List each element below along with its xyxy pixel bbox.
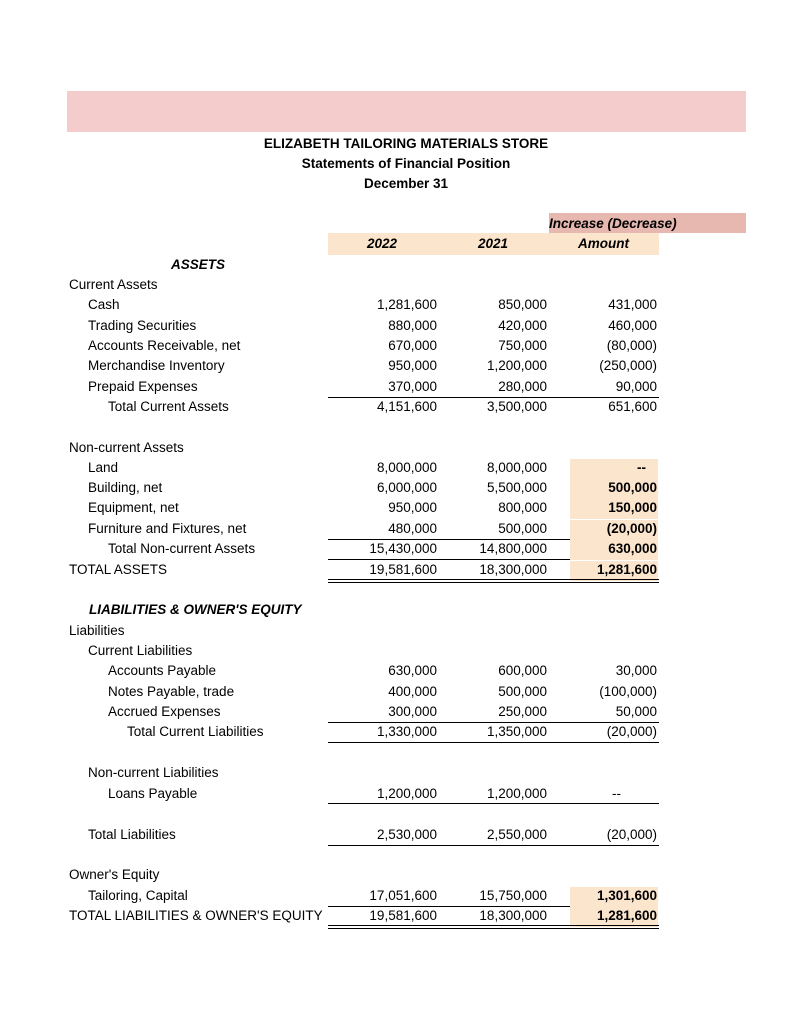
group-owners-equity: Owner's Equity (69, 867, 160, 882)
table-row: Land 8,000,000 8,000,000 -- (0, 459, 768, 479)
column-amount: Amount (578, 236, 629, 251)
group-non-current-assets: Non-current Assets (69, 440, 184, 455)
total-row: Total Liabilities 2,530,000 2,550,000 (20,000) (88, 827, 657, 842)
group-liabilities: Liabilities (69, 623, 125, 638)
subtotal-rule (328, 845, 659, 846)
subtotal-rule (328, 803, 659, 804)
table-row: Prepaid Expenses 370,000 280,000 90,000 (88, 379, 657, 394)
header-band (67, 91, 746, 132)
double-rule (328, 925, 659, 929)
group-current-assets: Current Assets (69, 277, 158, 292)
table-row: Tailoring, Capital 17,051,600 15,750,000 1,301,600 (0, 887, 768, 907)
group-current-liabilities: Current Liabilities (88, 643, 193, 658)
section-heading-assets: ASSETS (171, 257, 226, 272)
table-row: Accounts Receivable, net 670,000 750,000 (80,000) (88, 338, 657, 353)
group-non-current-liabilities: Non-current Liabilities (88, 765, 219, 780)
statement-date: December 31 (363, 176, 449, 191)
table-row: Notes Payable, trade 400,000 500,000 (100,000) (108, 684, 657, 699)
total-row: Total Non-current Assets 15,430,000 14,800,000 630,000 (0, 540, 768, 560)
section-heading-liabilities-equity: LIABILITIES & OWNER'S EQUITY (89, 602, 302, 617)
subtotal-rule (328, 559, 570, 560)
double-rule (328, 579, 659, 583)
increase-header: Increase (Decrease) (549, 216, 677, 231)
grand-total-row: TOTAL LIABILITIES & OWNER'S EQUITY 19,581,600 18,300,000 1,281,600 (0, 907, 768, 927)
table-row: Merchandise Inventory 950,000 1,200,000 (250,000) (88, 358, 657, 373)
company-name: ELIZABETH TAILORING MATERIALS STORE (263, 136, 549, 151)
column-2021: 2021 (478, 236, 509, 251)
subtotal-rule (328, 539, 570, 540)
total-row: Total Current Liabilities 1,330,000 1,350,000 (20,000) (127, 724, 657, 739)
table-row: Trading Securities 880,000 420,000 460,000 (88, 318, 657, 333)
table-row: Loans Payable 1,200,000 1,200,000 -- (108, 786, 621, 801)
table-row: Cash 1,281,600 850,000 431,000 (88, 297, 657, 312)
table-row: Accrued Expenses 300,000 250,000 50,000 (108, 704, 657, 719)
table-row: Accounts Payable 630,000 600,000 30,000 (108, 663, 657, 678)
subtotal-rule (328, 742, 659, 743)
grand-total-row: TOTAL ASSETS 19,581,600 18,300,000 1,281,600 (0, 561, 768, 581)
table-row: Building, net 6,000,000 5,500,000 500,000 (0, 479, 768, 499)
table-row: Furniture and Fixtures, net 480,000 500,000 (20,000) (0, 520, 768, 540)
total-row: Total Current Assets 4,151,600 3,500,000 651,600 (108, 399, 657, 414)
table-row: Equipment, net 950,000 800,000 150,000 (0, 499, 768, 519)
statement-title: Statements of Financial Position (301, 156, 511, 171)
column-2022: 2022 (367, 236, 398, 251)
